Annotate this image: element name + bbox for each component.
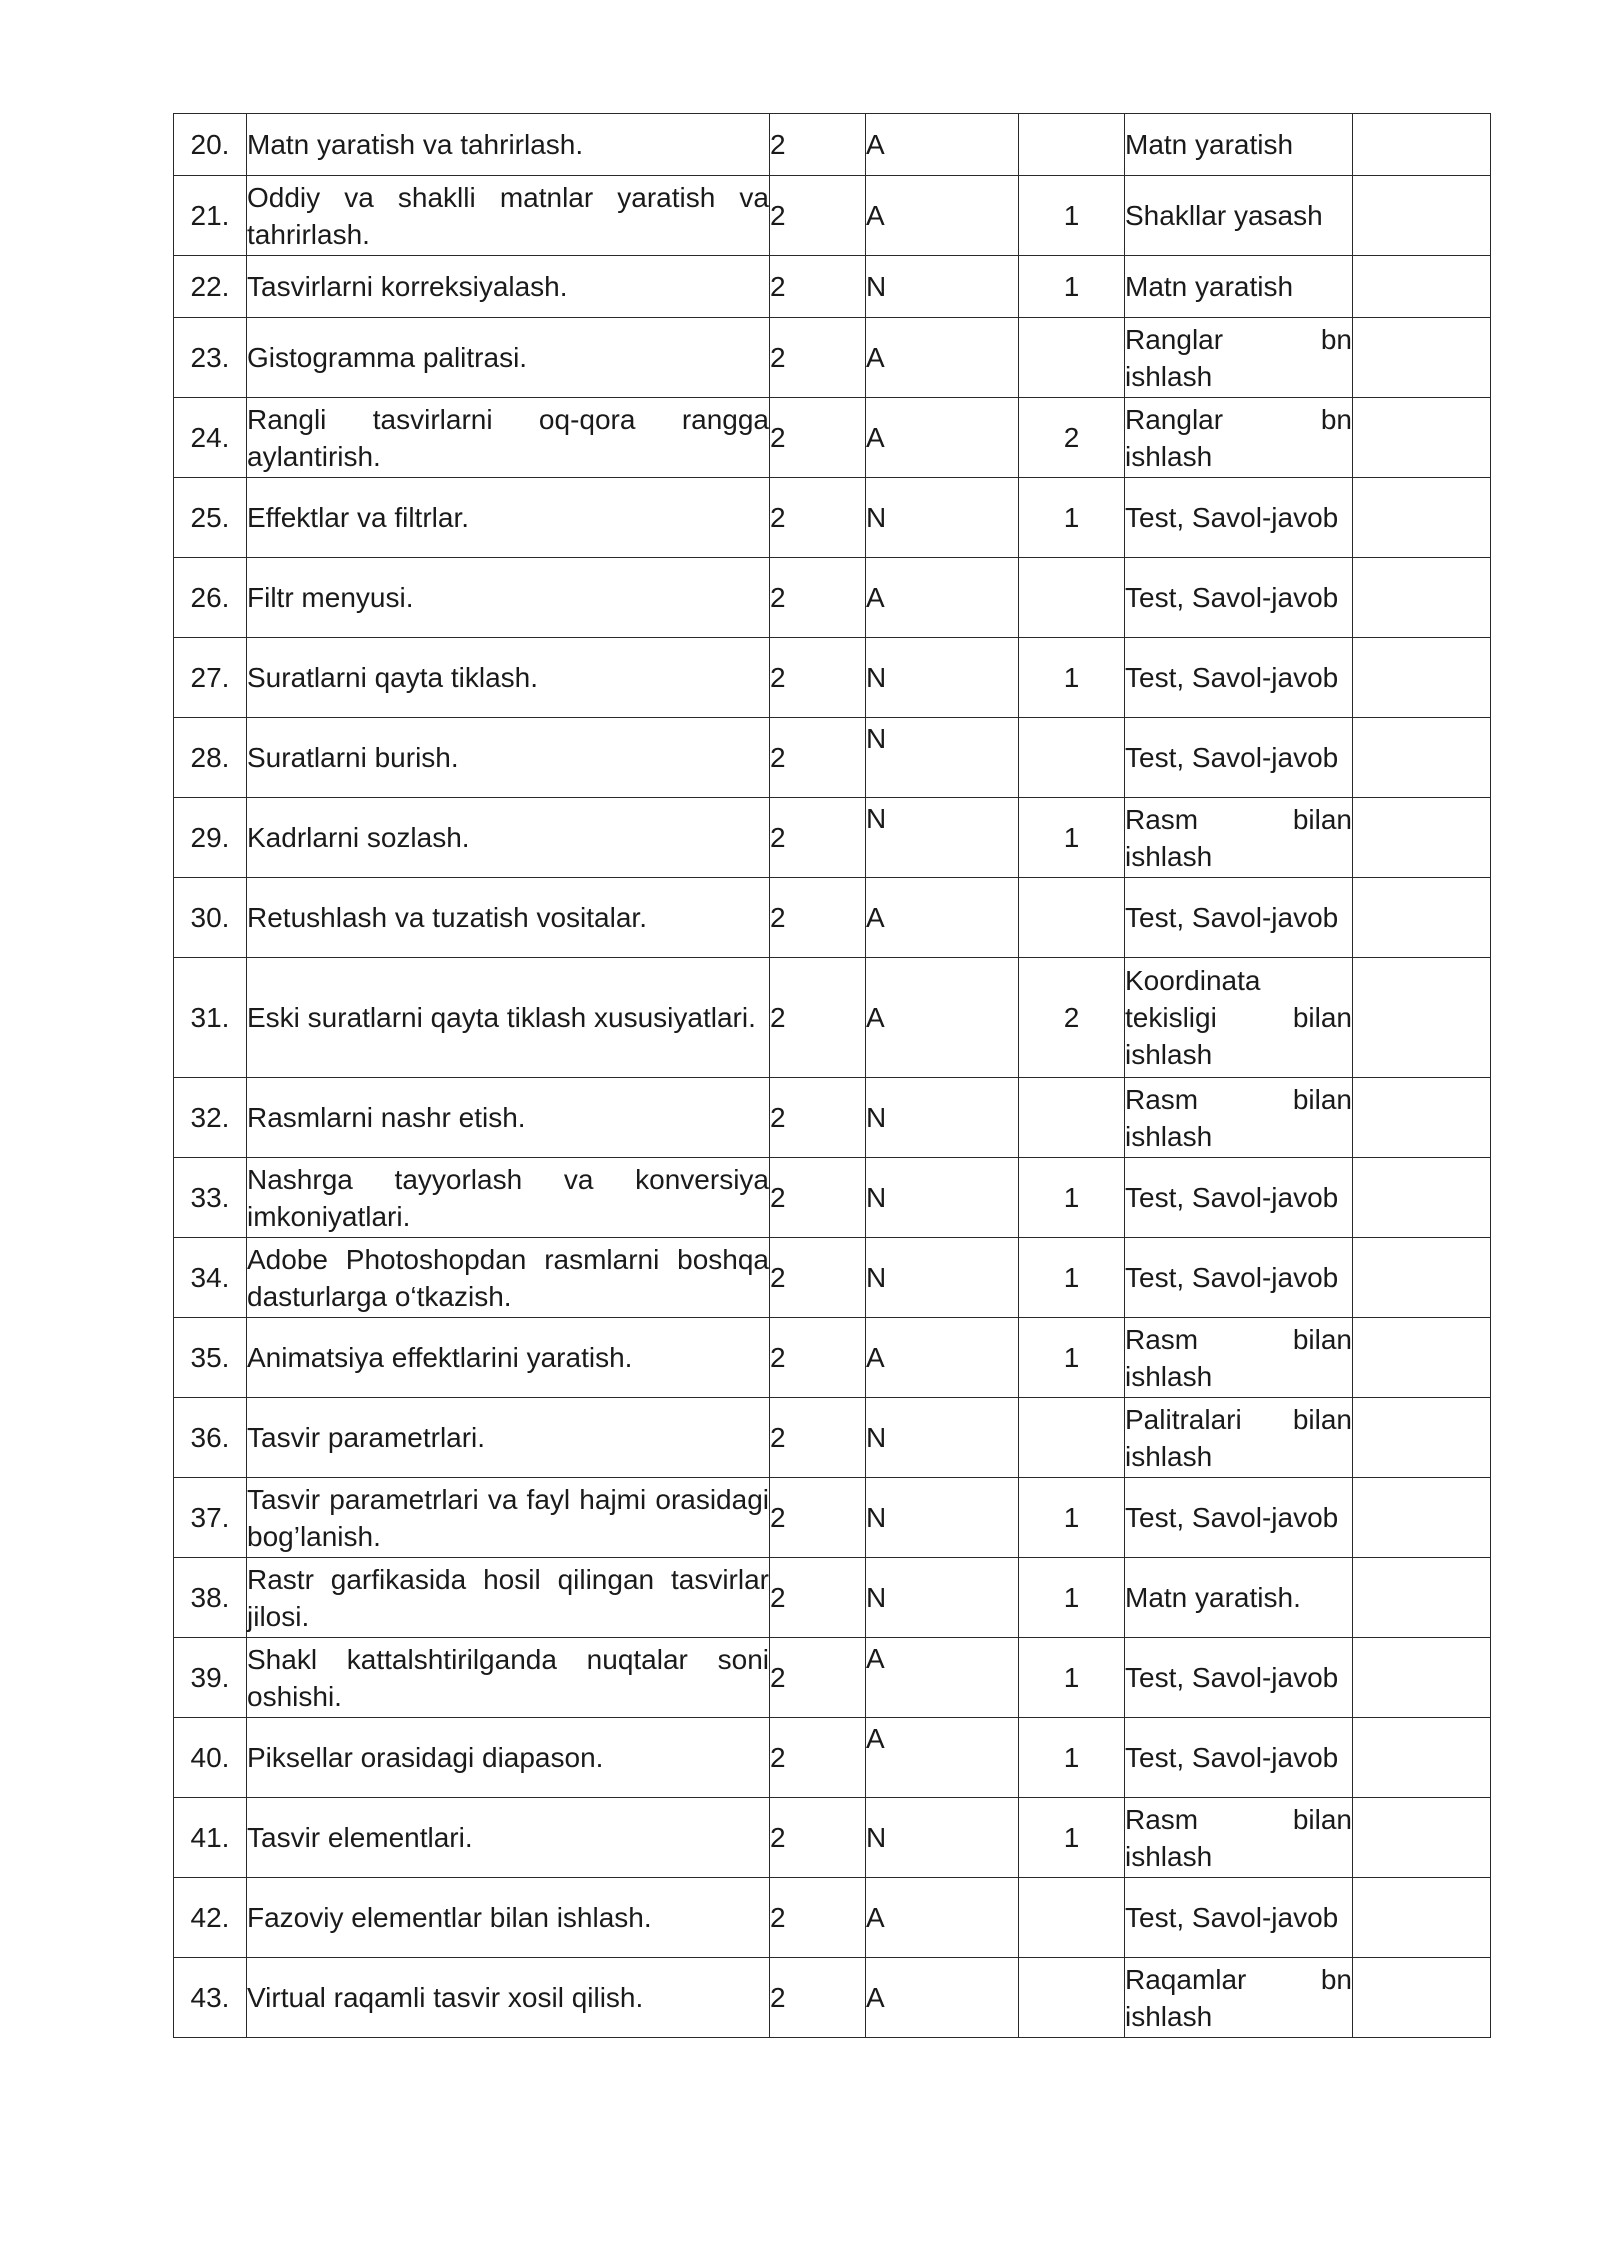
blank-cell (1353, 256, 1491, 318)
topic-cell: Tasvir parametrlari va fayl hajmi orasidagi bog’lanish. (247, 1478, 770, 1558)
topic-cell: Oddiy va shaklli matnlar yaratish va tahrirlash. (247, 176, 770, 256)
lesson-type-cell: N (866, 1558, 1019, 1638)
blank-cell (1353, 1078, 1491, 1158)
method-cell: Test, Savol-javob (1125, 1478, 1353, 1558)
method-cell: Matn yaratish (1125, 256, 1353, 318)
method-cell: Test, Savol-javob (1125, 718, 1353, 798)
table-row (174, 478, 1491, 558)
row-number: 33. (174, 1158, 247, 1238)
row-number: 40. (174, 1718, 247, 1798)
row-number: 25. (174, 478, 247, 558)
topic-cell: Kadrlarni sozlash. (247, 798, 770, 878)
row-number: 20. (174, 114, 247, 176)
table-row (174, 114, 1491, 176)
hours-cell: 2 (770, 1558, 866, 1638)
lesson-type-cell: N (866, 798, 1019, 878)
blank-cell (1353, 878, 1491, 958)
hours-cell: 2 (770, 958, 866, 1078)
hours-cell: 2 (770, 318, 866, 398)
lesson-type-cell: A (866, 318, 1019, 398)
lesson-type-cell: N (866, 478, 1019, 558)
hours-cell: 2 (770, 1638, 866, 1718)
blank-cell (1353, 798, 1491, 878)
blank-cell (1353, 1958, 1491, 2038)
extra-count-cell: 1 (1019, 1318, 1125, 1398)
row-number: 36. (174, 1398, 247, 1478)
extra-count-cell: 1 (1019, 798, 1125, 878)
lesson-type-cell: A (866, 1318, 1019, 1398)
table-row (174, 1718, 1491, 1798)
lesson-plan-table (173, 113, 1491, 2038)
extra-count-cell (1019, 718, 1125, 798)
topic-cell: Suratlarni qayta tiklash. (247, 638, 770, 718)
extra-count-cell (1019, 1078, 1125, 1158)
extra-count-cell (1019, 878, 1125, 958)
row-number: 37. (174, 1478, 247, 1558)
method-cell: Test, Savol-javob (1125, 478, 1353, 558)
topic-cell: Piksellar orasidagi diapason. (247, 1718, 770, 1798)
table-row (174, 958, 1491, 1078)
extra-count-cell: 1 (1019, 176, 1125, 256)
blank-cell (1353, 1878, 1491, 1958)
table-row (174, 256, 1491, 318)
blank-cell (1353, 1318, 1491, 1398)
blank-cell (1353, 638, 1491, 718)
hours-cell: 2 (770, 1478, 866, 1558)
blank-cell (1353, 1398, 1491, 1478)
row-number: 39. (174, 1638, 247, 1718)
extra-count-cell: 1 (1019, 1798, 1125, 1878)
method-cell: Palitralari bilan ishlash (1125, 1398, 1353, 1478)
topic-cell: Adobe Photoshopdan rasmlarni boshqa dasturlarga o‘tkazish. (247, 1238, 770, 1318)
topic-cell: Gistogramma palitrasi. (247, 318, 770, 398)
topic-cell: Shakl kattalshtirilganda nuqtalar soni oshishi. (247, 1638, 770, 1718)
method-cell: Shakllar yasash (1125, 176, 1353, 256)
topic-cell: Tasvir parametrlari. (247, 1398, 770, 1478)
table-row (174, 1398, 1491, 1478)
extra-count-cell: 1 (1019, 1238, 1125, 1318)
blank-cell (1353, 398, 1491, 478)
extra-count-cell (1019, 1398, 1125, 1478)
table-row (174, 1638, 1491, 1718)
lesson-type-cell: N (866, 638, 1019, 718)
lesson-type-cell: N (866, 1798, 1019, 1878)
hours-cell: 2 (770, 638, 866, 718)
row-number: 35. (174, 1318, 247, 1398)
row-number: 43. (174, 1958, 247, 2038)
hours-cell: 2 (770, 1798, 866, 1878)
table-row (174, 1478, 1491, 1558)
row-number: 38. (174, 1558, 247, 1638)
extra-count-cell: 2 (1019, 958, 1125, 1078)
blank-cell (1353, 1238, 1491, 1318)
row-number: 31. (174, 958, 247, 1078)
row-number: 21. (174, 176, 247, 256)
topic-cell: Matn yaratish va tahrirlash. (247, 114, 770, 176)
hours-cell: 2 (770, 798, 866, 878)
row-number: 29. (174, 798, 247, 878)
topic-cell: Fazoviy elementlar bilan ishlash. (247, 1878, 770, 1958)
hours-cell: 2 (770, 1078, 866, 1158)
extra-count-cell: 1 (1019, 478, 1125, 558)
blank-cell (1353, 176, 1491, 256)
method-cell: Test, Savol-javob (1125, 1718, 1353, 1798)
lesson-type-cell: A (866, 1638, 1019, 1718)
method-cell: Koordinata tekisligi bilan ishlash (1125, 958, 1353, 1078)
lesson-type-cell: N (866, 256, 1019, 318)
method-cell: Rasm bilan ishlash (1125, 1798, 1353, 1878)
method-cell: Rasm bilan ishlash (1125, 798, 1353, 878)
table-row (174, 558, 1491, 638)
lesson-type-cell: A (866, 398, 1019, 478)
method-cell: Test, Savol-javob (1125, 878, 1353, 958)
lesson-type-cell: N (866, 718, 1019, 798)
topic-cell: Tasvir elementlari. (247, 1798, 770, 1878)
method-cell: Ranglar bn ishlash (1125, 318, 1353, 398)
topic-cell: Effektlar va filtrlar. (247, 478, 770, 558)
lesson-type-cell: N (866, 1238, 1019, 1318)
table-row (174, 638, 1491, 718)
blank-cell (1353, 318, 1491, 398)
extra-count-cell: 1 (1019, 256, 1125, 318)
method-cell: Test, Savol-javob (1125, 1878, 1353, 1958)
topic-cell: Nashrga tayyorlash va konversiya imkoniyatlari. (247, 1158, 770, 1238)
topic-cell: Rangli tasvirlarni oq-qora rangga aylantirish. (247, 398, 770, 478)
topic-cell: Filtr menyusi. (247, 558, 770, 638)
lesson-type-cell: A (866, 1718, 1019, 1798)
lesson-type-cell: A (866, 1878, 1019, 1958)
method-cell: Test, Savol-javob (1125, 1638, 1353, 1718)
lesson-type-cell: A (866, 1958, 1019, 2038)
extra-count-cell (1019, 558, 1125, 638)
hours-cell: 2 (770, 1958, 866, 2038)
topic-cell: Rasmlarni nashr etish. (247, 1078, 770, 1158)
lesson-type-cell: A (866, 114, 1019, 176)
table-row (174, 1318, 1491, 1398)
row-number: 30. (174, 878, 247, 958)
lesson-type-cell: A (866, 558, 1019, 638)
table-row (174, 1078, 1491, 1158)
method-cell: Test, Savol-javob (1125, 1238, 1353, 1318)
table-row (174, 398, 1491, 478)
hours-cell: 2 (770, 718, 866, 798)
method-cell: Test, Savol-javob (1125, 638, 1353, 718)
row-number: 26. (174, 558, 247, 638)
table-row (174, 318, 1491, 398)
hours-cell: 2 (770, 1878, 866, 1958)
method-cell: Raqamlar bn ishlash (1125, 1958, 1353, 2038)
hours-cell: 2 (770, 176, 866, 256)
row-number: 28. (174, 718, 247, 798)
hours-cell: 2 (770, 1718, 866, 1798)
table-row (174, 798, 1491, 878)
lesson-type-cell: N (866, 1478, 1019, 1558)
table-row (174, 1798, 1491, 1878)
lesson-type-cell: N (866, 1398, 1019, 1478)
lesson-type-cell: A (866, 878, 1019, 958)
blank-cell (1353, 1478, 1491, 1558)
hours-cell: 2 (770, 878, 866, 958)
method-cell: Test, Savol-javob (1125, 558, 1353, 638)
lesson-type-cell: A (866, 958, 1019, 1078)
table-row (174, 176, 1491, 256)
lesson-type-cell: A (866, 176, 1019, 256)
extra-count-cell: 1 (1019, 1718, 1125, 1798)
row-number: 22. (174, 256, 247, 318)
hours-cell: 2 (770, 114, 866, 176)
extra-count-cell: 1 (1019, 638, 1125, 718)
table-row (174, 1558, 1491, 1638)
topic-cell: Virtual raqamli tasvir xosil qilish. (247, 1958, 770, 2038)
blank-cell (1353, 718, 1491, 798)
blank-cell (1353, 1718, 1491, 1798)
extra-count-cell: 1 (1019, 1158, 1125, 1238)
extra-count-cell (1019, 1958, 1125, 2038)
extra-count-cell (1019, 1878, 1125, 1958)
hours-cell: 2 (770, 558, 866, 638)
topic-cell: Eski suratlarni qayta tiklash xususiyatlari. (247, 958, 770, 1078)
topic-cell: Suratlarni burish. (247, 718, 770, 798)
table-row (174, 1878, 1491, 1958)
table-row (174, 878, 1491, 958)
extra-count-cell (1019, 114, 1125, 176)
extra-count-cell: 1 (1019, 1638, 1125, 1718)
lesson-type-cell: N (866, 1158, 1019, 1238)
method-cell: Test, Savol-javob (1125, 1158, 1353, 1238)
extra-count-cell: 1 (1019, 1478, 1125, 1558)
blank-cell (1353, 958, 1491, 1078)
topic-cell: Retushlash va tuzatish vositalar. (247, 878, 770, 958)
hours-cell: 2 (770, 1318, 866, 1398)
method-cell: Rasm bilan ishlash (1125, 1318, 1353, 1398)
hours-cell: 2 (770, 1158, 866, 1238)
extra-count-cell (1019, 318, 1125, 398)
row-number: 27. (174, 638, 247, 718)
table-row (174, 718, 1491, 798)
hours-cell: 2 (770, 398, 866, 478)
lesson-type-cell: N (866, 1078, 1019, 1158)
extra-count-cell: 1 (1019, 1558, 1125, 1638)
row-number: 41. (174, 1798, 247, 1878)
method-cell: Rasm bilan ishlash (1125, 1078, 1353, 1158)
table-row (174, 1238, 1491, 1318)
blank-cell (1353, 1558, 1491, 1638)
table-row (174, 1958, 1491, 2038)
blank-cell (1353, 1638, 1491, 1718)
topic-cell: Rastr garfikasida hosil qilingan tasvirlar jilosi. (247, 1558, 770, 1638)
blank-cell (1353, 558, 1491, 638)
topic-cell: Tasvirlarni korreksiyalash. (247, 256, 770, 318)
blank-cell (1353, 1158, 1491, 1238)
blank-cell (1353, 478, 1491, 558)
method-cell: Matn yaratish (1125, 114, 1353, 176)
blank-cell (1353, 114, 1491, 176)
row-number: 23. (174, 318, 247, 398)
topic-cell: Animatsiya effektlarini yaratish. (247, 1318, 770, 1398)
row-number: 24. (174, 398, 247, 478)
table-row (174, 1158, 1491, 1238)
hours-cell: 2 (770, 1398, 866, 1478)
hours-cell: 2 (770, 256, 866, 318)
hours-cell: 2 (770, 478, 866, 558)
row-number: 42. (174, 1878, 247, 1958)
row-number: 34. (174, 1238, 247, 1318)
document-page (173, 113, 1490, 2038)
blank-cell (1353, 1798, 1491, 1878)
method-cell: Ranglar bn ishlash (1125, 398, 1353, 478)
method-cell: Matn yaratish. (1125, 1558, 1353, 1638)
hours-cell: 2 (770, 1238, 866, 1318)
row-number: 32. (174, 1078, 247, 1158)
extra-count-cell: 2 (1019, 398, 1125, 478)
